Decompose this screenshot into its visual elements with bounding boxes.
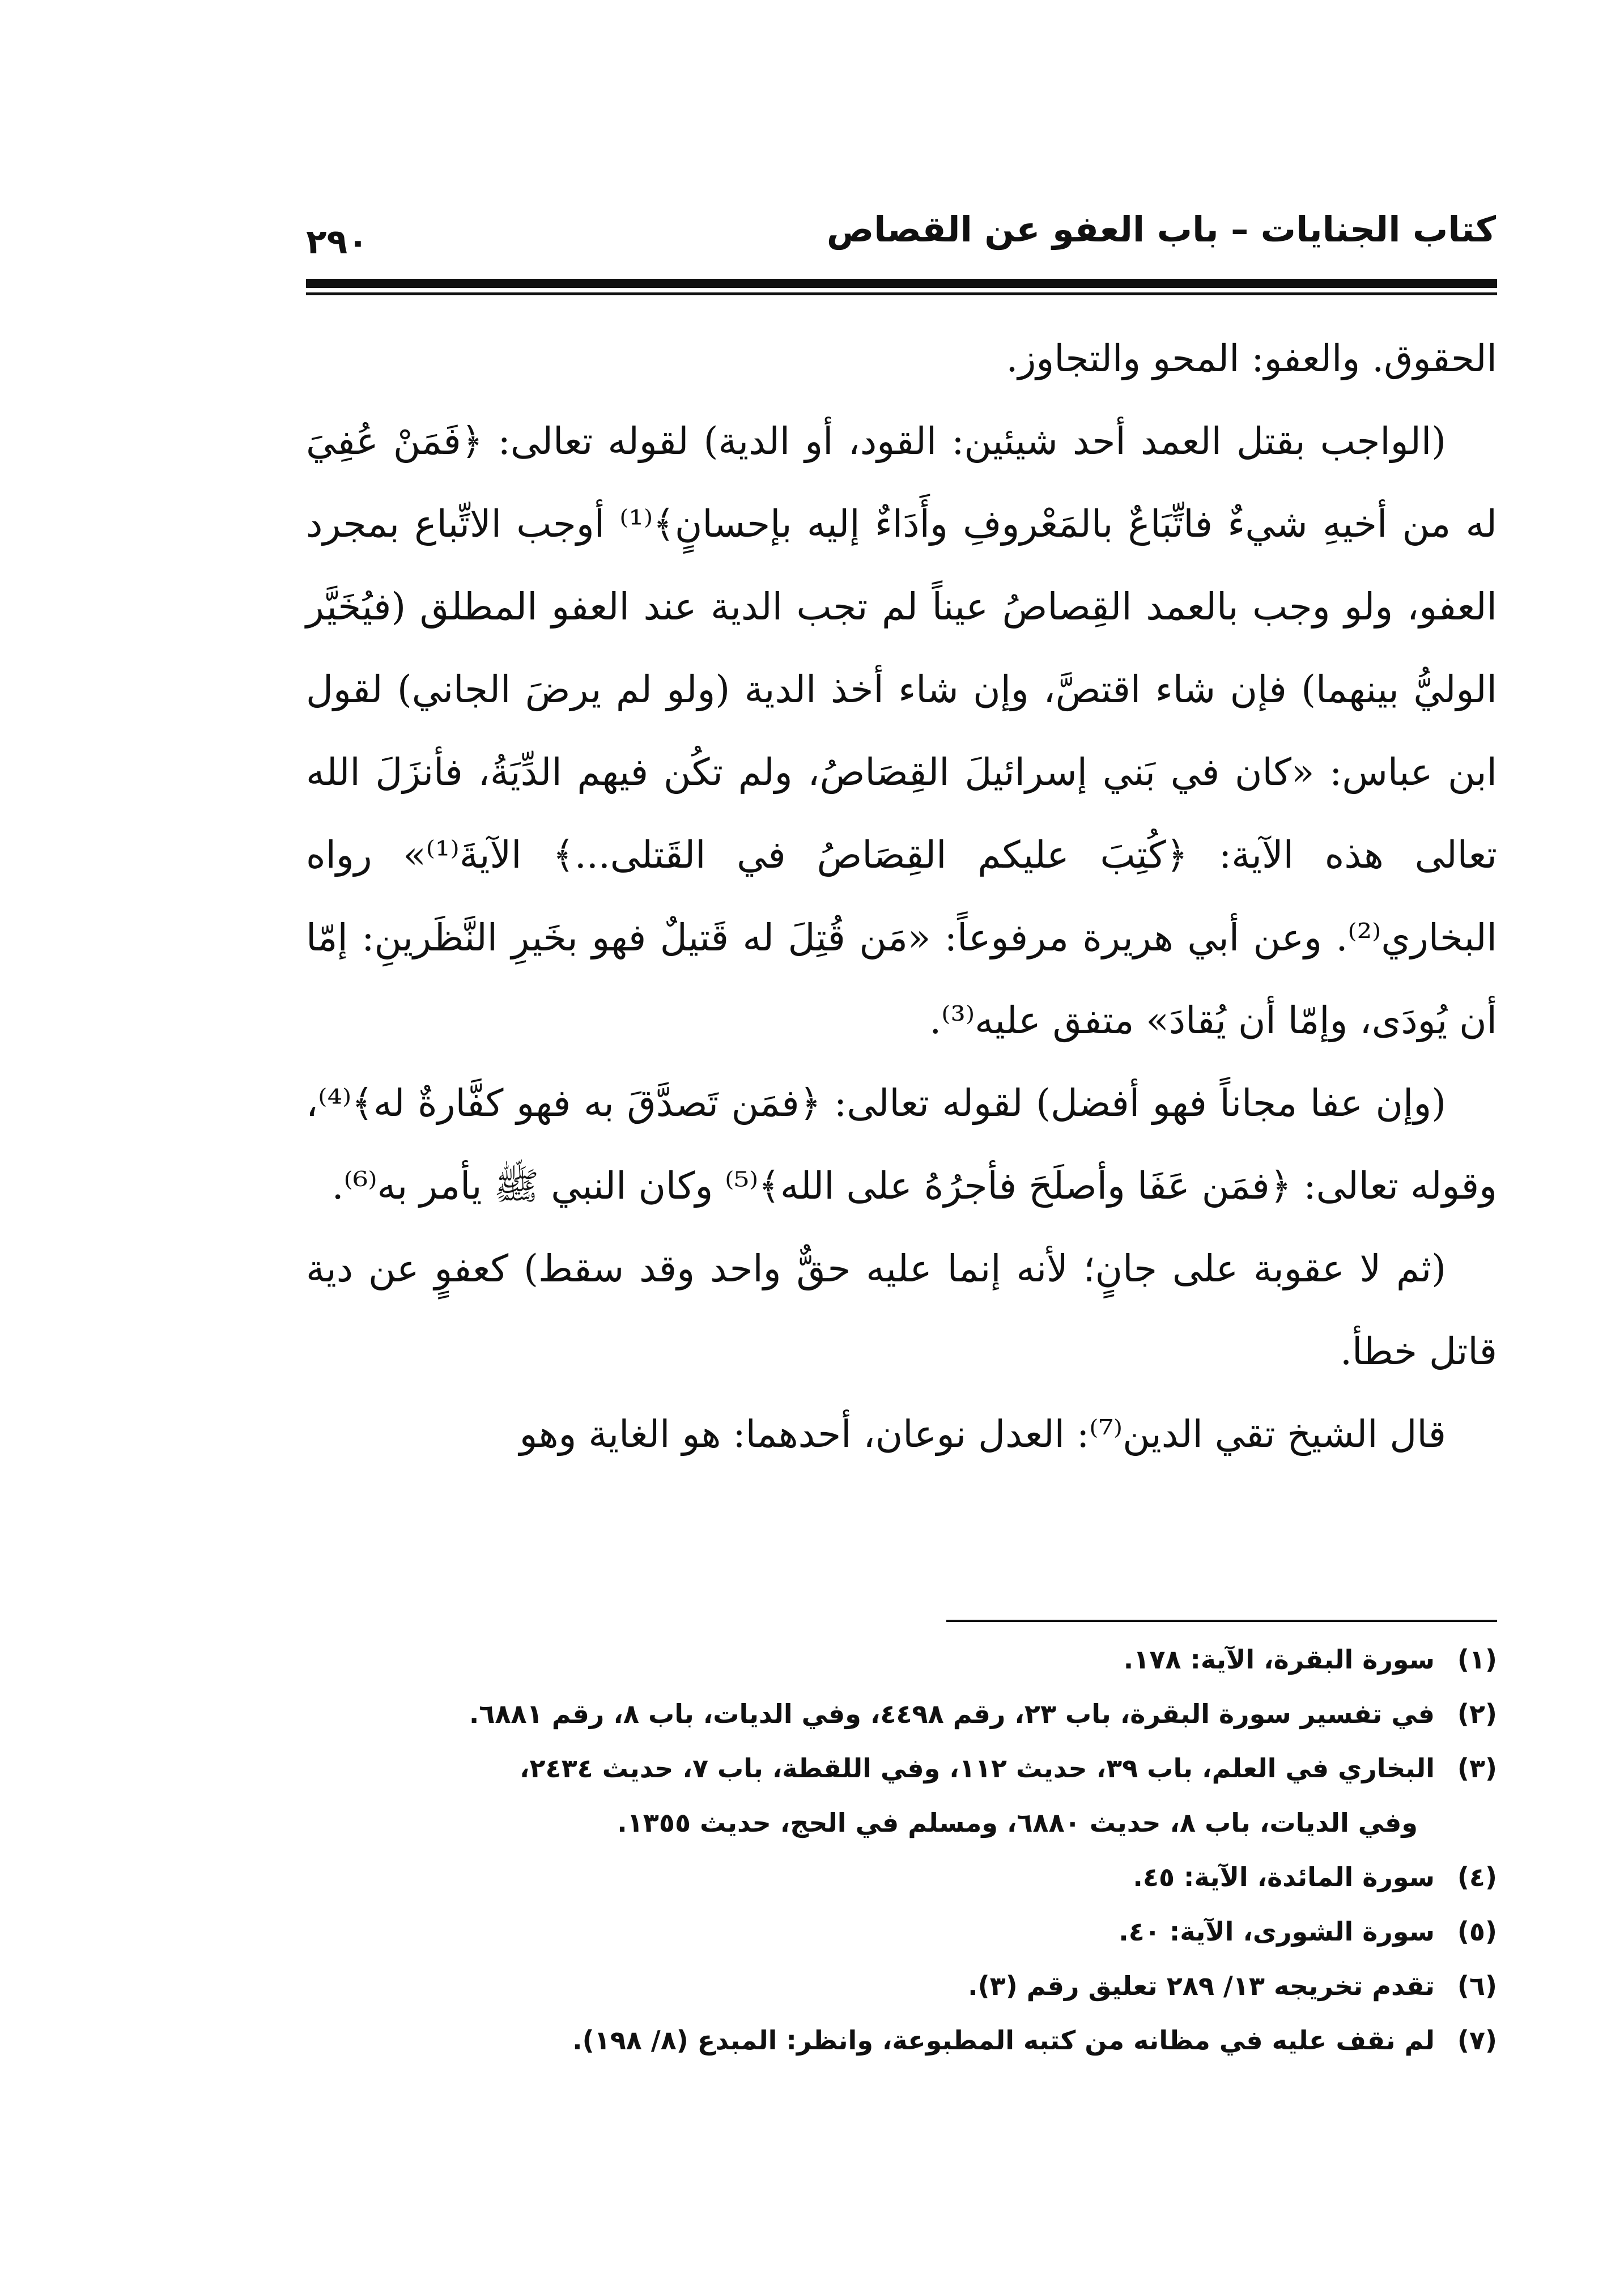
footnote-text: سورة الشورى، الآية: ٤٠.	[1119, 1916, 1435, 1947]
footnote	[306, 2013, 1497, 2067]
paragraph: الحقوق. والعفو: المحو والتجاوز.	[1006, 337, 1497, 380]
main-text	[306, 317, 1497, 1476]
footnote-continuation: وفي الديات، باب ٨، حديث ٦٨٨٠، ومسلم في الحج، حديث ١٣٥٥.	[617, 1807, 1418, 1838]
footnote	[306, 1687, 1497, 1741]
footnotes	[306, 1632, 1497, 2067]
page-number: ٢٩٠	[306, 222, 368, 262]
header-rule-thin	[306, 292, 1497, 295]
footnote-text: سورة البقرة، الآية: ١٧٨.	[1123, 1644, 1435, 1675]
footnote-text: تقدم تخريجه ١٣/ ٢٨٩ تعليق رقم (٣).	[968, 1971, 1435, 2001]
paragraph: (ثم لا عقوبة على جانٍ؛ لأنه إنما عليه حقٌّ واحد وقد سقط) كعفوٍ عن دية قاتل خطأ.	[306, 1247, 1497, 1373]
footnote	[306, 1632, 1497, 1687]
footnote	[306, 1959, 1497, 2013]
footnote-number: (٥)	[1457, 1916, 1497, 1947]
footnote-separator	[946, 1620, 1497, 1622]
header-rule-thick	[306, 279, 1497, 288]
footnote	[306, 1741, 1497, 1850]
paragraph: (الواجب بقتل العمد أحد شيئين: القود، أو الدية) لقوله تعالى: ﴿فَمَنْ عُفِيَ له من أخيهِ شيءٌ فاتِّبَاعٌ بالمَعْروفِ وأَدَاءٌ إليه بإحسانٍ﴾⁽¹⁾ أوجب الاتِّباع بمجرد العفو، ولو وجب بالعمد القِصاصُ عيناً لم تجب الدية عند العفو المطلق (فيُخَيَّر الوليُّ بينهما) فإن شاء اقتصَّ، وإن شاء أخذ الدية (ولو لم يرضَ الجاني) لقول ابن عباس: «كان في بَني إسرائيلَ القِصَاصُ، ولم تكُن فيهم الدِّيَةُ، فأنزَلَ الله تعالى هذه الآية: ﴿كُتِبَ عليكم القِصَاصُ في القَتلى...﴾ الآيةَ⁽¹⁾» رواه البخاري⁽²⁾. وعن أبي هريرة مرفوعاً: «مَن قُتِلَ له قَتيلٌ فهو بخَيرِ النَّظَرينِ: إمّا أن يُودَى، وإمّا أن يُقادَ» متفق عليه⁽³⁾.	[306, 419, 1498, 1042]
footnote-text: لم نقف عليه في مظانه من كتبه المطبوعة، وانظر: المبدع (٨/ ١٩٨).	[572, 2025, 1435, 2056]
footnote-number: (٤)	[1457, 1862, 1497, 1892]
footnote-number: (٢)	[1457, 1698, 1497, 1729]
paragraph: (وإن عفا مجاناً فهو أفضل) لقوله تعالى: ﴿فمَن تَصدَّقَ به فهو كفَّارةٌ له﴾⁽⁴⁾، وقوله تعالى: ﴿فمَن عَفَا وأصلَحَ فأجرُهُ على الله﴾⁽⁵⁾ وكان النبي ﷺ يأمر به⁽⁶⁾.	[306, 1081, 1497, 1208]
running-header	[306, 201, 1496, 264]
footnote-text: سورة المائدة، الآية: ٤٥.	[1133, 1862, 1435, 1892]
footnote-number: (١)	[1457, 1644, 1497, 1675]
footnote-number: (٣)	[1457, 1753, 1497, 1784]
chapter-title: كتاب الجنايات – باب العفو عن القصاص	[826, 209, 1496, 250]
footnote-number: (٧)	[1457, 2025, 1497, 2056]
footnote-text: في تفسير سورة البقرة، باب ٢٣، رقم ٤٤٩٨، وفي الديات، باب ٨، رقم ٦٨٨١.	[469, 1698, 1435, 1729]
footnote	[306, 1904, 1497, 1959]
paragraph: قال الشيخ تقي الدين⁽⁷⁾: العدل نوعان، أحدهما: هو الغاية وهو	[519, 1412, 1446, 1456]
footnote-text: البخاري في العلم، باب ٣٩، حديث ١١٢، وفي اللقطة، باب ٧، حديث ٢٤٣٤،	[519, 1753, 1435, 1784]
footnote-number: (٦)	[1457, 1971, 1497, 2001]
footnote	[306, 1850, 1497, 1904]
